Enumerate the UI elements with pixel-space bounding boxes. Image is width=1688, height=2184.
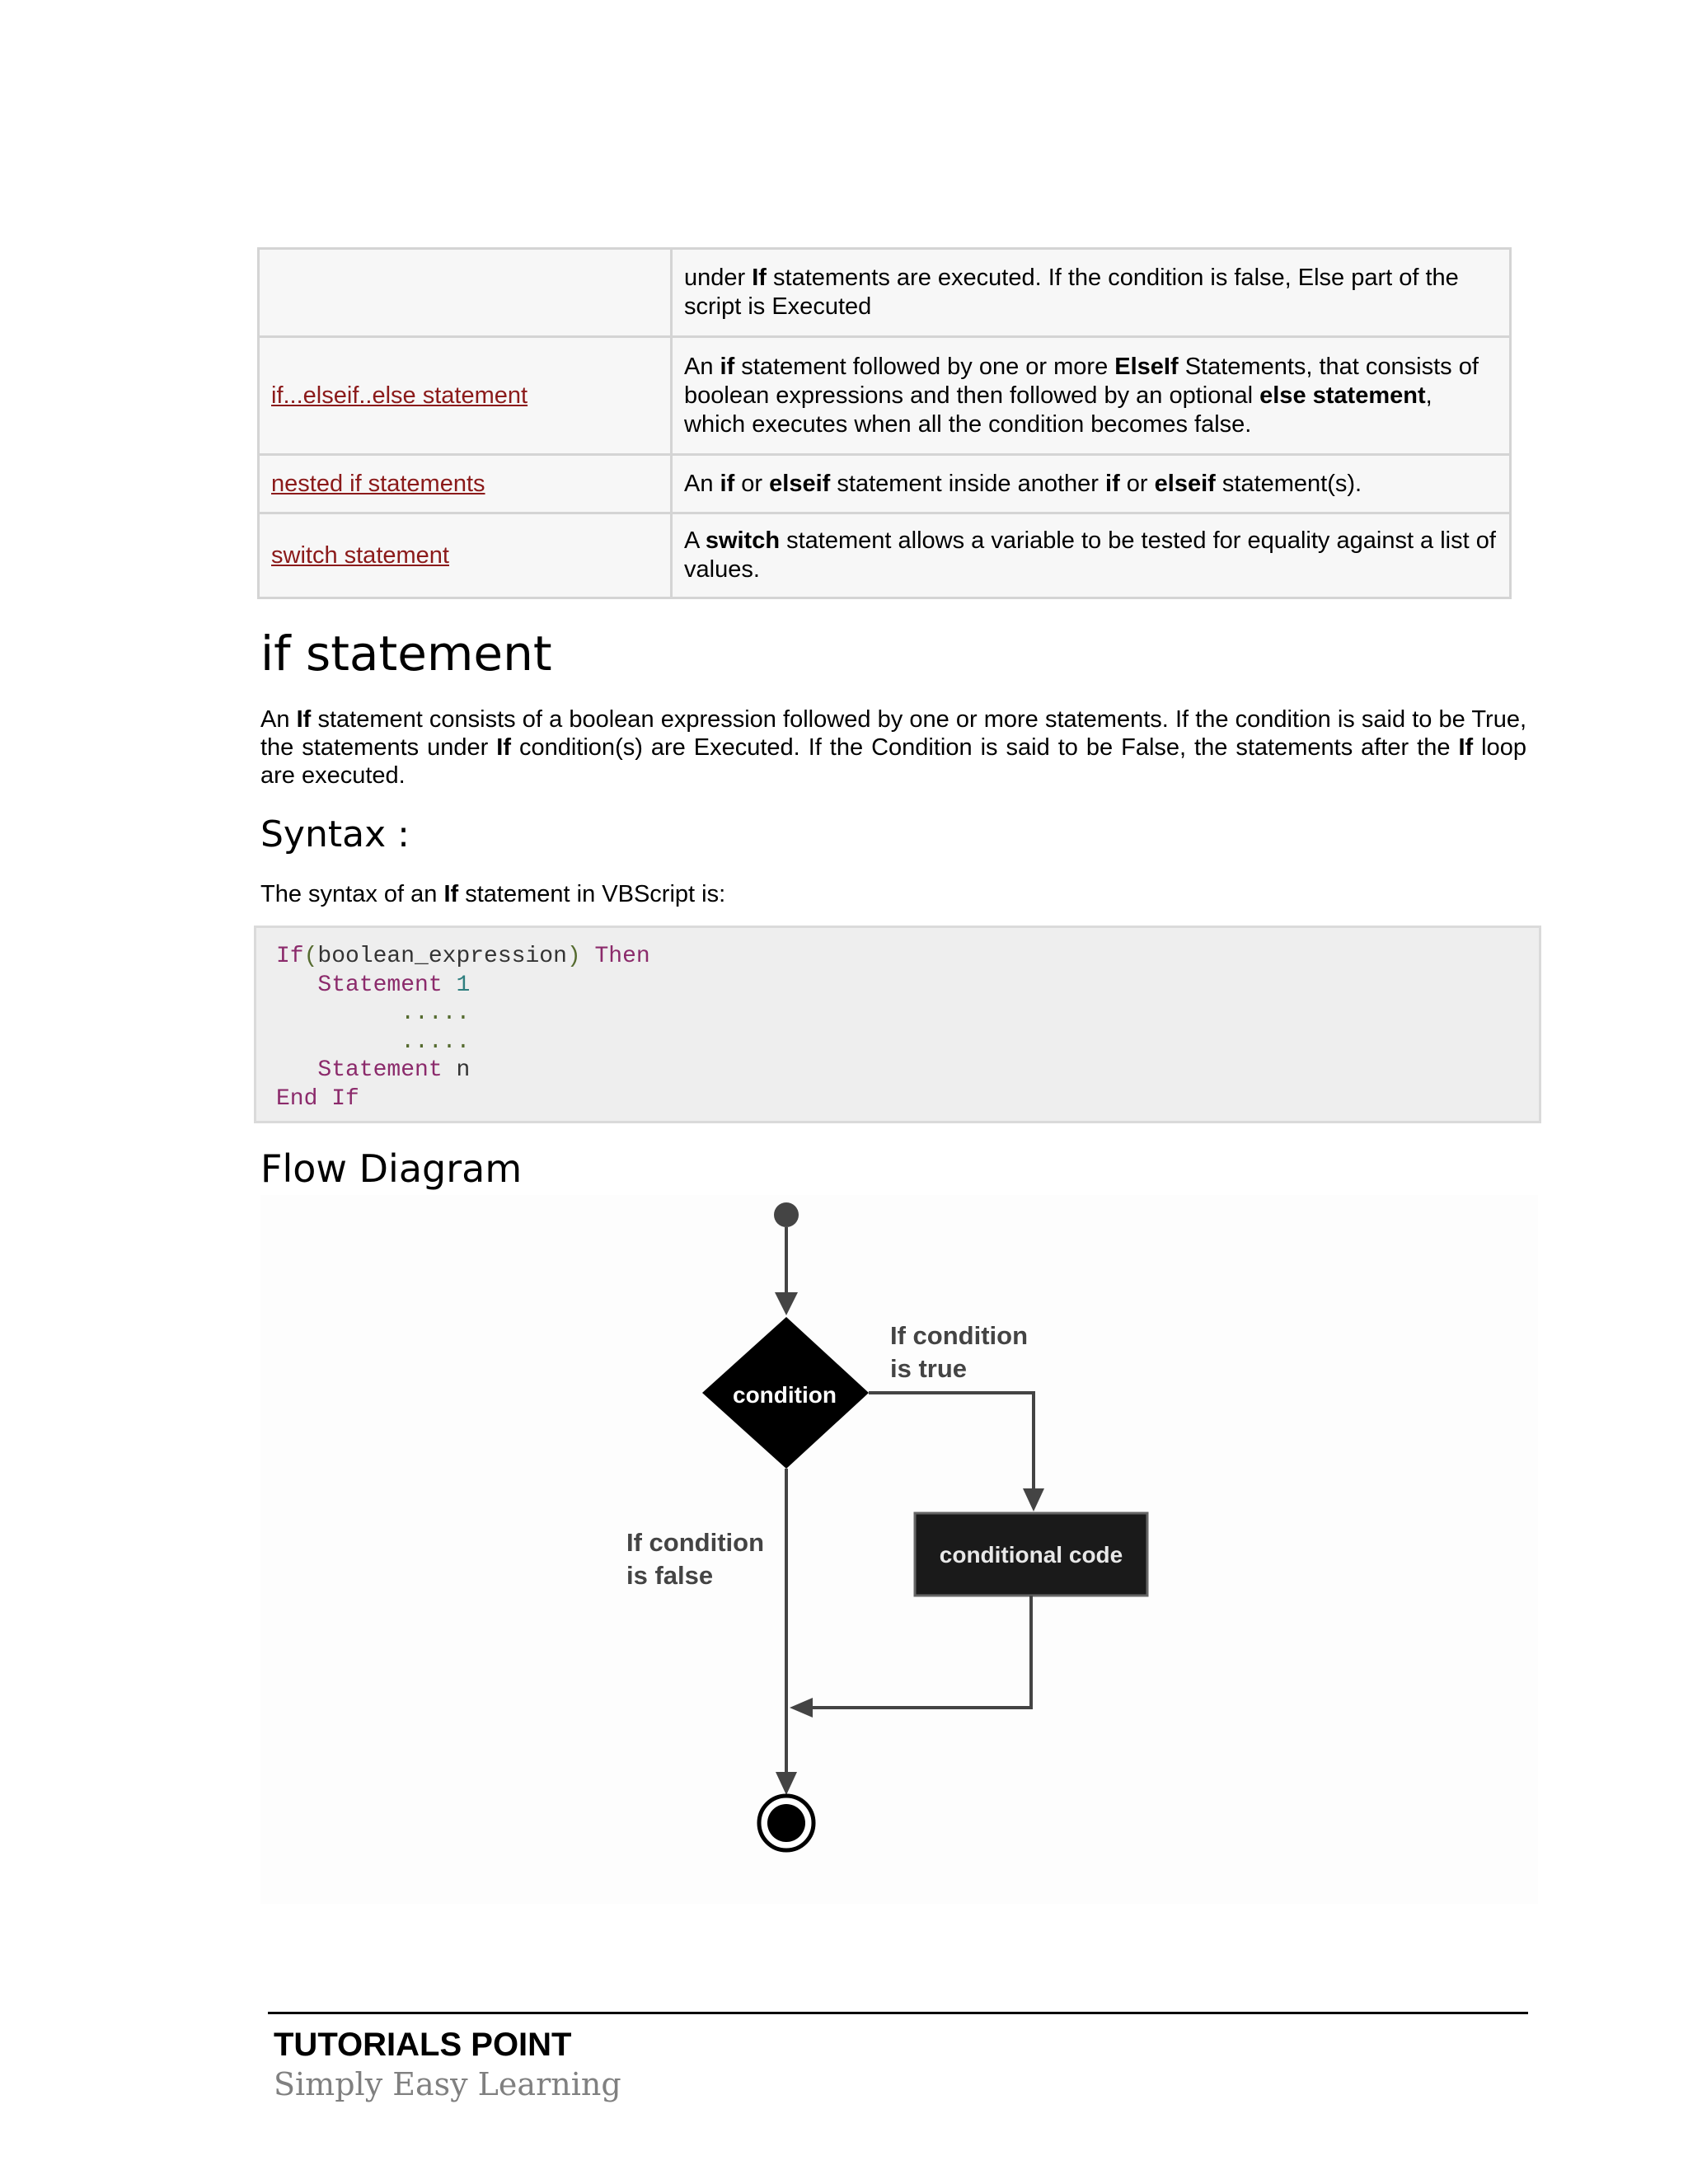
section-heading: if statement (260, 626, 552, 682)
flow-diagram (260, 1195, 1538, 1904)
code-number-1: 1 (456, 972, 471, 998)
false-branch-label-line1: If condition (626, 1528, 765, 1557)
flow-diagram-heading: Flow Diagram (260, 1146, 523, 1191)
true-branch-label-line1: If condition (890, 1321, 1029, 1350)
code-end-if: End If (276, 1085, 359, 1112)
code-var-n: n (456, 1057, 471, 1083)
false-branch-label-line2: is false (626, 1561, 714, 1590)
link-nested-if-statements[interactable]: nested if statements (271, 470, 485, 497)
footer-divider (268, 2012, 1528, 2014)
footer-tagline: Simply Easy Learning (274, 2066, 621, 2102)
code-dots-1: ..... (401, 1001, 471, 1026)
footer-brand: TUTORIALS POINT (274, 2027, 572, 2063)
table-cell-name (259, 513, 672, 598)
flow-edge-true (869, 1393, 1034, 1507)
conditional-code-label: conditional code (939, 1542, 1123, 1568)
code-expression: boolean_expression (317, 944, 567, 969)
table-cell-name (259, 337, 672, 455)
arrow-head (790, 1698, 813, 1718)
flow-edge-return (796, 1596, 1031, 1708)
table-row (259, 455, 1511, 513)
start-node (774, 1202, 799, 1227)
table-cell-name (259, 455, 672, 513)
true-branch-label-line2: is true (890, 1354, 968, 1383)
arrow-head (776, 1772, 797, 1795)
table-row (259, 513, 1511, 598)
table-cell-name (259, 249, 672, 337)
arrow-head (1023, 1488, 1044, 1511)
table-cell-description: under If statements are executed. If the condition is false, Else part of the script is Executed (672, 249, 1511, 337)
link-switch-statement[interactable]: switch statement (271, 541, 449, 569)
table-row (259, 337, 1511, 455)
code-statement-1: Statement (317, 972, 443, 998)
table-row (259, 249, 1511, 337)
end-node-core (767, 1804, 805, 1842)
table-cell-description: An if statement followed by one or more ElseIf Statements, that consists of boolean expressions and then followed by an optional else statement, which executes when all the condition becomes false. (672, 337, 1511, 455)
arrow-head (775, 1292, 798, 1315)
code-close-paren: ) (566, 944, 581, 969)
table-cell-description: A switch statement allows a variable to be tested for equality against a list of values. (672, 513, 1511, 598)
link-if-elseif-else-statement[interactable]: if...elseif..else statement (271, 382, 528, 409)
table-cell-description: An if or elseif statement inside another if or elseif statement(s). (672, 455, 1511, 513)
condition-label: condition (733, 1382, 837, 1408)
statements-table (257, 247, 1512, 599)
section-paragraph: An If statement consists of a boolean expression followed by one or more statements. If the condition is said to be True, the statements under If condition(s) are Executed. If the Condition is said to be False, the statements after the If loop are executed. (260, 706, 1527, 789)
code-block (254, 926, 1541, 1123)
code-dots-2: ..... (401, 1029, 471, 1055)
code-keyword-then: Then (594, 944, 650, 969)
syntax-intro: The syntax of an If statement in VBScript is: (260, 881, 726, 907)
syntax-heading: Syntax : (260, 813, 410, 855)
code-open-paren: ( (303, 944, 318, 969)
code-statement-n: Statement (317, 1057, 443, 1083)
code-keyword-if: If (276, 944, 304, 969)
